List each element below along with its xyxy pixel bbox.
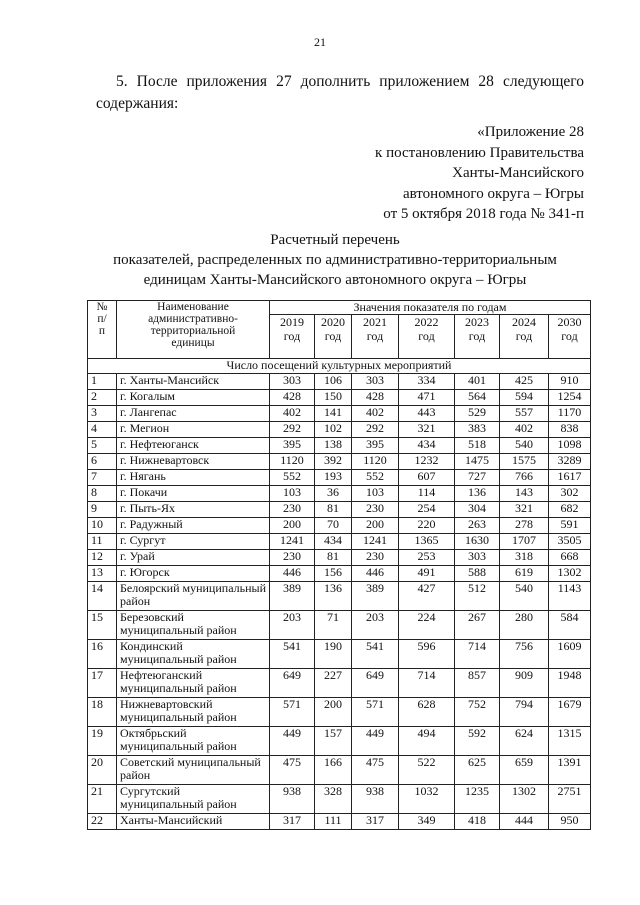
- row-number: 20: [88, 756, 117, 785]
- header-year-unit: год: [366, 329, 384, 343]
- table-row: [88, 582, 591, 611]
- row-value-2022: 1365: [399, 534, 455, 550]
- row-unit-name: г. Урай: [117, 550, 270, 566]
- row-unit-name: Нефтеюганский муниципальный район: [117, 669, 270, 698]
- row-value-2019: 103: [270, 486, 315, 502]
- row-value-2030: 3289: [549, 454, 591, 470]
- row-number: 2: [88, 390, 117, 406]
- row-value-2030: 1098: [549, 438, 591, 454]
- header-year-unit: год: [283, 329, 301, 343]
- row-value-2030: 2751: [549, 785, 591, 814]
- row-value-2021: 395: [352, 438, 399, 454]
- header-year-5: [500, 315, 549, 359]
- header-values-by-year: Значения показателя по годам: [270, 301, 591, 315]
- row-value-2022: 253: [399, 550, 455, 566]
- header-number-line-2: п/: [97, 313, 107, 325]
- row-value-2030: 1170: [549, 406, 591, 422]
- row-value-2022: 607: [399, 470, 455, 486]
- row-value-2022: 220: [399, 518, 455, 534]
- appendix-line-4: автономного округа – Югры: [402, 185, 584, 202]
- row-value-2023: 512: [455, 582, 500, 611]
- row-value-2022: 434: [399, 438, 455, 454]
- table-row: [88, 756, 591, 785]
- row-value-2024: 594: [500, 390, 549, 406]
- row-value-2020: 138: [315, 438, 352, 454]
- table-body: [88, 359, 591, 830]
- row-value-2024: 318: [500, 550, 549, 566]
- row-value-2022: 628: [399, 698, 455, 727]
- row-value-2023: 529: [455, 406, 500, 422]
- row-value-2030: 1254: [549, 390, 591, 406]
- table-row: [88, 814, 591, 830]
- row-value-2019: 395: [270, 438, 315, 454]
- row-value-2024: 402: [500, 422, 549, 438]
- row-value-2019: 1241: [270, 534, 315, 550]
- row-value-2020: 190: [315, 640, 352, 669]
- row-value-2024: 425: [500, 374, 549, 390]
- row-value-2021: 552: [352, 470, 399, 486]
- row-number: 7: [88, 470, 117, 486]
- row-value-2030: 682: [549, 502, 591, 518]
- row-value-2021: 303: [352, 374, 399, 390]
- row-value-2030: 1143: [549, 582, 591, 611]
- row-unit-name: г. Югорск: [117, 566, 270, 582]
- row-unit-name: г. Когалым: [117, 390, 270, 406]
- row-number: 5: [88, 438, 117, 454]
- table-row: [88, 438, 591, 454]
- row-value-2020: 200: [315, 698, 352, 727]
- document-title: [60, 230, 610, 290]
- row-value-2022: 1232: [399, 454, 455, 470]
- row-value-2022: 427: [399, 582, 455, 611]
- row-unit-name: г. Радужный: [117, 518, 270, 534]
- row-value-2023: 625: [455, 756, 500, 785]
- row-value-2030: 838: [549, 422, 591, 438]
- row-unit-name: Советский муниципальный район: [117, 756, 270, 785]
- row-number: 17: [88, 669, 117, 698]
- table-row: [88, 785, 591, 814]
- row-value-2022: 114: [399, 486, 455, 502]
- row-value-2020: 227: [315, 669, 352, 698]
- row-value-2023: 588: [455, 566, 500, 582]
- appendix-line-2: к постановлению Правительства: [375, 144, 584, 161]
- row-value-2023: 564: [455, 390, 500, 406]
- row-number: 14: [88, 582, 117, 611]
- row-value-2022: 471: [399, 390, 455, 406]
- row-value-2019: 552: [270, 470, 315, 486]
- header-year-4: [455, 315, 500, 359]
- row-number: 21: [88, 785, 117, 814]
- table-row: [88, 698, 591, 727]
- row-value-2020: 81: [315, 502, 352, 518]
- header-year-unit: год: [515, 329, 533, 343]
- row-value-2024: 1575: [500, 454, 549, 470]
- row-value-2030: 1391: [549, 756, 591, 785]
- header-name-line-1: Наименование: [157, 301, 229, 313]
- row-value-2021: 475: [352, 756, 399, 785]
- row-unit-name: Сургутский муниципальный район: [117, 785, 270, 814]
- row-value-2030: 1302: [549, 566, 591, 582]
- row-value-2021: 938: [352, 785, 399, 814]
- paragraph-line-2: содержания:: [96, 95, 179, 112]
- header-year-unit: год: [324, 329, 342, 343]
- header-year-6: [549, 315, 591, 359]
- header-year-value: 2030: [557, 315, 582, 329]
- row-unit-name: Октябрьский муниципальный район: [117, 727, 270, 756]
- row-number: 9: [88, 502, 117, 518]
- row-value-2019: 292: [270, 422, 315, 438]
- row-number: 15: [88, 611, 117, 640]
- header-name-line-4: единицы: [171, 337, 215, 349]
- row-value-2024: 540: [500, 582, 549, 611]
- row-value-2030: 1609: [549, 640, 591, 669]
- row-value-2020: 81: [315, 550, 352, 566]
- row-value-2019: 938: [270, 785, 315, 814]
- row-value-2024: 766: [500, 470, 549, 486]
- row-value-2021: 446: [352, 566, 399, 582]
- row-value-2023: 303: [455, 550, 500, 566]
- row-number: 10: [88, 518, 117, 534]
- header-year-unit: год: [418, 329, 435, 343]
- row-value-2030: 910: [549, 374, 591, 390]
- row-value-2019: 317: [270, 814, 315, 830]
- row-value-2024: 278: [500, 518, 549, 534]
- header-name-line-3: территориальной: [150, 325, 236, 337]
- row-value-2019: 428: [270, 390, 315, 406]
- row-value-2020: 71: [315, 611, 352, 640]
- row-value-2030: 1617: [549, 470, 591, 486]
- row-value-2024: 1302: [500, 785, 549, 814]
- row-value-2030: 3505: [549, 534, 591, 550]
- row-value-2024: 444: [500, 814, 549, 830]
- row-value-2019: 449: [270, 727, 315, 756]
- row-value-2019: 1120: [270, 454, 315, 470]
- table-row: [88, 422, 591, 438]
- header-number-line-1: №: [96, 301, 108, 313]
- row-value-2019: 446: [270, 566, 315, 582]
- row-value-2023: 304: [455, 502, 500, 518]
- row-value-2019: 402: [270, 406, 315, 422]
- row-value-2020: 166: [315, 756, 352, 785]
- page-number: 21: [314, 35, 326, 49]
- appendix-line-5: от 5 октября 2018 года № 341-п: [383, 206, 584, 222]
- row-value-2022: 224: [399, 611, 455, 640]
- row-value-2020: 193: [315, 470, 352, 486]
- row-number: 12: [88, 550, 117, 566]
- row-value-2020: 328: [315, 785, 352, 814]
- header-year-value: 2020: [321, 315, 345, 329]
- row-value-2023: 401: [455, 374, 500, 390]
- row-value-2024: 557: [500, 406, 549, 422]
- row-value-2030: 1948: [549, 669, 591, 698]
- row-value-2024: 756: [500, 640, 549, 669]
- row-value-2020: 70: [315, 518, 352, 534]
- indicator-table: [87, 300, 591, 830]
- table-row: [88, 486, 591, 502]
- table-row: [88, 534, 591, 550]
- header-year-0: [270, 315, 315, 359]
- row-value-2024: 659: [500, 756, 549, 785]
- row-value-2023: 418: [455, 814, 500, 830]
- row-value-2021: 649: [352, 669, 399, 698]
- header-year-value: 2023: [465, 315, 489, 329]
- row-unit-name: Белоярский муниципальный район: [117, 582, 270, 611]
- table-row: [88, 502, 591, 518]
- row-value-2019: 389: [270, 582, 315, 611]
- section-title: Число посещений культурных мероприятий: [88, 359, 591, 374]
- row-value-2021: 200: [352, 518, 399, 534]
- row-value-2021: 317: [352, 814, 399, 830]
- header-year-value: 2024: [512, 315, 536, 329]
- row-value-2030: 584: [549, 611, 591, 640]
- row-unit-name: г. Лангепас: [117, 406, 270, 422]
- row-value-2021: 103: [352, 486, 399, 502]
- row-number: 4: [88, 422, 117, 438]
- row-value-2023: 592: [455, 727, 500, 756]
- row-value-2024: 619: [500, 566, 549, 582]
- row-value-2021: 1241: [352, 534, 399, 550]
- row-value-2021: 541: [352, 640, 399, 669]
- row-unit-name: г. Ханты-Мансийск: [117, 374, 270, 390]
- row-value-2020: 111: [315, 814, 352, 830]
- row-value-2020: 392: [315, 454, 352, 470]
- appendix-header: [284, 122, 584, 225]
- row-unit-name: г. Нягань: [117, 470, 270, 486]
- row-value-2023: 714: [455, 640, 500, 669]
- title-line-3: единицам Ханты-Мансийского автономного округа – Югры: [143, 272, 527, 288]
- row-unit-name: Кондинский муниципальный район: [117, 640, 270, 669]
- row-value-2020: 150: [315, 390, 352, 406]
- row-number: 11: [88, 534, 117, 550]
- row-value-2020: 141: [315, 406, 352, 422]
- row-value-2019: 475: [270, 756, 315, 785]
- row-value-2022: 443: [399, 406, 455, 422]
- row-unit-name: г. Нефтеюганск: [117, 438, 270, 454]
- header-year-unit: год: [561, 329, 578, 343]
- row-value-2021: 230: [352, 550, 399, 566]
- row-value-2021: 449: [352, 727, 399, 756]
- row-value-2024: 540: [500, 438, 549, 454]
- row-value-2019: 571: [270, 698, 315, 727]
- row-value-2023: 1235: [455, 785, 500, 814]
- table-row: [88, 550, 591, 566]
- header-year-1: [315, 315, 352, 359]
- table-row: [88, 390, 591, 406]
- row-unit-name: г. Сургут: [117, 534, 270, 550]
- row-value-2022: 714: [399, 669, 455, 698]
- row-unit-name: Березовский муниципальный район: [117, 611, 270, 640]
- row-number: 6: [88, 454, 117, 470]
- row-number: 22: [88, 814, 117, 830]
- table-row: [88, 470, 591, 486]
- row-value-2020: 156: [315, 566, 352, 582]
- row-value-2023: 136: [455, 486, 500, 502]
- row-value-2030: 591: [549, 518, 591, 534]
- row-value-2024: 624: [500, 727, 549, 756]
- row-value-2030: 1315: [549, 727, 591, 756]
- row-value-2023: 1630: [455, 534, 500, 550]
- header-number: [88, 301, 117, 359]
- row-value-2022: 349: [399, 814, 455, 830]
- row-value-2023: 263: [455, 518, 500, 534]
- row-value-2019: 649: [270, 669, 315, 698]
- row-value-2020: 36: [315, 486, 352, 502]
- table-row: [88, 640, 591, 669]
- row-value-2023: 727: [455, 470, 500, 486]
- row-value-2019: 230: [270, 550, 315, 566]
- table-row: [88, 518, 591, 534]
- row-value-2020: 106: [315, 374, 352, 390]
- row-value-2024: 794: [500, 698, 549, 727]
- table-row: [88, 727, 591, 756]
- row-value-2030: 668: [549, 550, 591, 566]
- header-year-value: 2019: [280, 315, 304, 329]
- row-value-2030: 950: [549, 814, 591, 830]
- row-value-2023: 518: [455, 438, 500, 454]
- row-value-2020: 434: [315, 534, 352, 550]
- title-line-2: показателей, распределенных по административно-территориальным: [113, 252, 557, 268]
- amendment-paragraph: [96, 71, 584, 115]
- paragraph-line-1: 5. После приложения 27 дополнить приложением 28 следующего: [116, 73, 584, 90]
- header-name-line-2: административно-: [148, 313, 238, 325]
- row-value-2022: 1032: [399, 785, 455, 814]
- row-value-2021: 292: [352, 422, 399, 438]
- appendix-line-3: Ханты-Мансийского: [452, 165, 584, 181]
- row-value-2023: 1475: [455, 454, 500, 470]
- header-unit-name: [117, 301, 270, 359]
- header-year-value: 2021: [363, 315, 387, 329]
- row-value-2021: 1120: [352, 454, 399, 470]
- table-row: [88, 566, 591, 582]
- row-value-2019: 303: [270, 374, 315, 390]
- row-number: 16: [88, 640, 117, 669]
- row-unit-name: г. Нижневартовск: [117, 454, 270, 470]
- row-value-2022: 522: [399, 756, 455, 785]
- row-value-2022: 491: [399, 566, 455, 582]
- row-value-2021: 571: [352, 698, 399, 727]
- row-number: 1: [88, 374, 117, 390]
- row-value-2022: 596: [399, 640, 455, 669]
- table-row: [88, 454, 591, 470]
- row-number: 8: [88, 486, 117, 502]
- row-value-2022: 334: [399, 374, 455, 390]
- header-number-line-3: п: [98, 325, 106, 337]
- row-value-2030: 1679: [549, 698, 591, 727]
- row-value-2023: 857: [455, 669, 500, 698]
- row-value-2019: 541: [270, 640, 315, 669]
- table-row: [88, 374, 591, 390]
- row-value-2021: 402: [352, 406, 399, 422]
- row-number: 19: [88, 727, 117, 756]
- row-unit-name: Нижневартовский муниципальный район: [117, 698, 270, 727]
- row-value-2022: 254: [399, 502, 455, 518]
- row-unit-name: г. Мегион: [117, 422, 270, 438]
- row-value-2022: 321: [399, 422, 455, 438]
- row-value-2023: 752: [455, 698, 500, 727]
- header-year-3: [399, 315, 455, 359]
- row-value-2024: 143: [500, 486, 549, 502]
- row-value-2021: 203: [352, 611, 399, 640]
- row-unit-name: г. Покачи: [117, 486, 270, 502]
- row-number: 3: [88, 406, 117, 422]
- table-row: [88, 406, 591, 422]
- row-number: 18: [88, 698, 117, 727]
- row-value-2023: 267: [455, 611, 500, 640]
- header-year-value: 2022: [414, 315, 439, 329]
- row-value-2024: 280: [500, 611, 549, 640]
- row-value-2020: 102: [315, 422, 352, 438]
- row-value-2021: 389: [352, 582, 399, 611]
- row-number: 13: [88, 566, 117, 582]
- row-value-2022: 494: [399, 727, 455, 756]
- appendix-line-1: «Приложение 28: [477, 124, 584, 140]
- row-value-2021: 230: [352, 502, 399, 518]
- row-value-2020: 136: [315, 582, 352, 611]
- row-value-2019: 203: [270, 611, 315, 640]
- row-value-2020: 157: [315, 727, 352, 756]
- title-line-1: Расчетный перечень: [270, 232, 400, 248]
- row-value-2024: 1707: [500, 534, 549, 550]
- row-value-2024: 321: [500, 502, 549, 518]
- header-year-unit: год: [468, 329, 486, 343]
- header-year-2: [352, 315, 399, 359]
- table-row: [88, 611, 591, 640]
- row-unit-name: г. Пыть-Ях: [117, 502, 270, 518]
- row-value-2019: 230: [270, 502, 315, 518]
- row-value-2021: 428: [352, 390, 399, 406]
- row-value-2030: 302: [549, 486, 591, 502]
- table-row: [88, 669, 591, 698]
- row-value-2023: 383: [455, 422, 500, 438]
- row-unit-name: Ханты-Мансийский: [117, 814, 270, 830]
- row-value-2019: 200: [270, 518, 315, 534]
- row-value-2024: 909: [500, 669, 549, 698]
